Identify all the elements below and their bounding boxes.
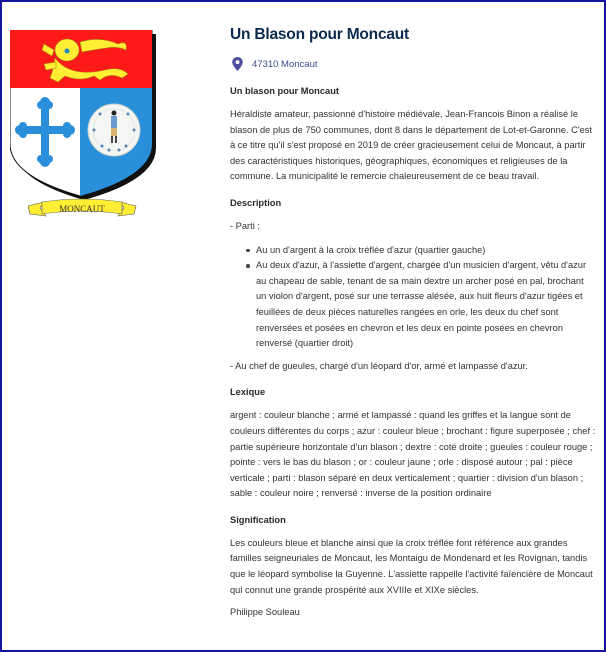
description-chief: - Au chef de gueules, chargé d'un léopard d'or, armé et lampassé d'azur. (230, 360, 528, 371)
intro-heading: Un blason pour Moncaut (230, 86, 339, 96)
lexique-heading: Lexique (230, 387, 266, 398)
location-text[interactable]: 47310 Moncaut (252, 58, 318, 70)
intro-text: Héraldiste amateur, passionné d'histoire médiévale, Jean-Francois Binon a réalisé le blason de plus de 750 communes, dont 8 dans le département de Lot-et-Garonne. C'est à ce titre qu'il s'est proposé en 2019 de créer gracieusement celui de Moncaut, à partir des caractéristiques historiques, géographiques, économiques et religieuses de la commune. La municipalité le remercie chaleureusement de ce beau travail. (230, 109, 592, 182)
signification-heading: Signification (230, 514, 286, 525)
location[interactable] (230, 56, 596, 72)
shield-icon (10, 30, 160, 220)
svg-text:MONCAUT: MONCAUT (59, 204, 105, 214)
page-title: Un Blason pour Moncaut (230, 26, 410, 43)
author: Philippe Souleau (230, 607, 300, 618)
description-item: Au un d'argent à la croix tréflée d'azur (quartier gauche) (256, 243, 596, 259)
description-item: Au deux d'azur, à l'assiette d'argent, chargée d'un musicien d'argent, vêtu d'azur au chapeau de sable, tenant de sa main dextre un archer posé en pal, brochant un violon d'argent, posé sur une terrasse alésée, aux huit fleurs d'azur tigées et feuillées de deux pièces naturelles rangées en orle, les deux du chef sont renversées et posées en chevron et les deux en pointe posées en chevron renversé (quartier droit) (256, 258, 596, 352)
map-pin-icon (232, 57, 243, 71)
description-list (230, 243, 596, 352)
signification-text: Les couleurs bleue et blanche ainsi que la croix tréflée font référence aux grandes familles seigneuriales de Moncaut, les Montaigu de Mondenard et les Rovignan, tandis que le léopard symbolise la Guyenne. L'assiette rappelle l'activité faïencière de Moncaut qui connut une grande prospérité aux XVIIIe et XIXe siècles. (230, 537, 593, 595)
coat-of-arms (10, 30, 160, 220)
lexique-text: argent : couleur blanche ; armé et lampassé : quand les griffes et la langue sont de couleurs différentes du corps ; azur : couleur bleue ; brochant : figure superposée ; chef : partie supérieure horizontale d'un blason ; dextre : coté droite ; gueules : couleur rouge ; pointe : vers le bas du blason ; or : couleur jaune ; orle : disposé autour ; pal : pièce verticale ; parti : blason séparé en deux verticalement ; quartier : division d'un blason ; sable : couleur noire ; renversé : inverse de la position ordinaire (230, 410, 596, 499)
description-parti: - Parti : (230, 220, 260, 231)
description-heading: Description (230, 197, 282, 208)
article (230, 25, 596, 621)
